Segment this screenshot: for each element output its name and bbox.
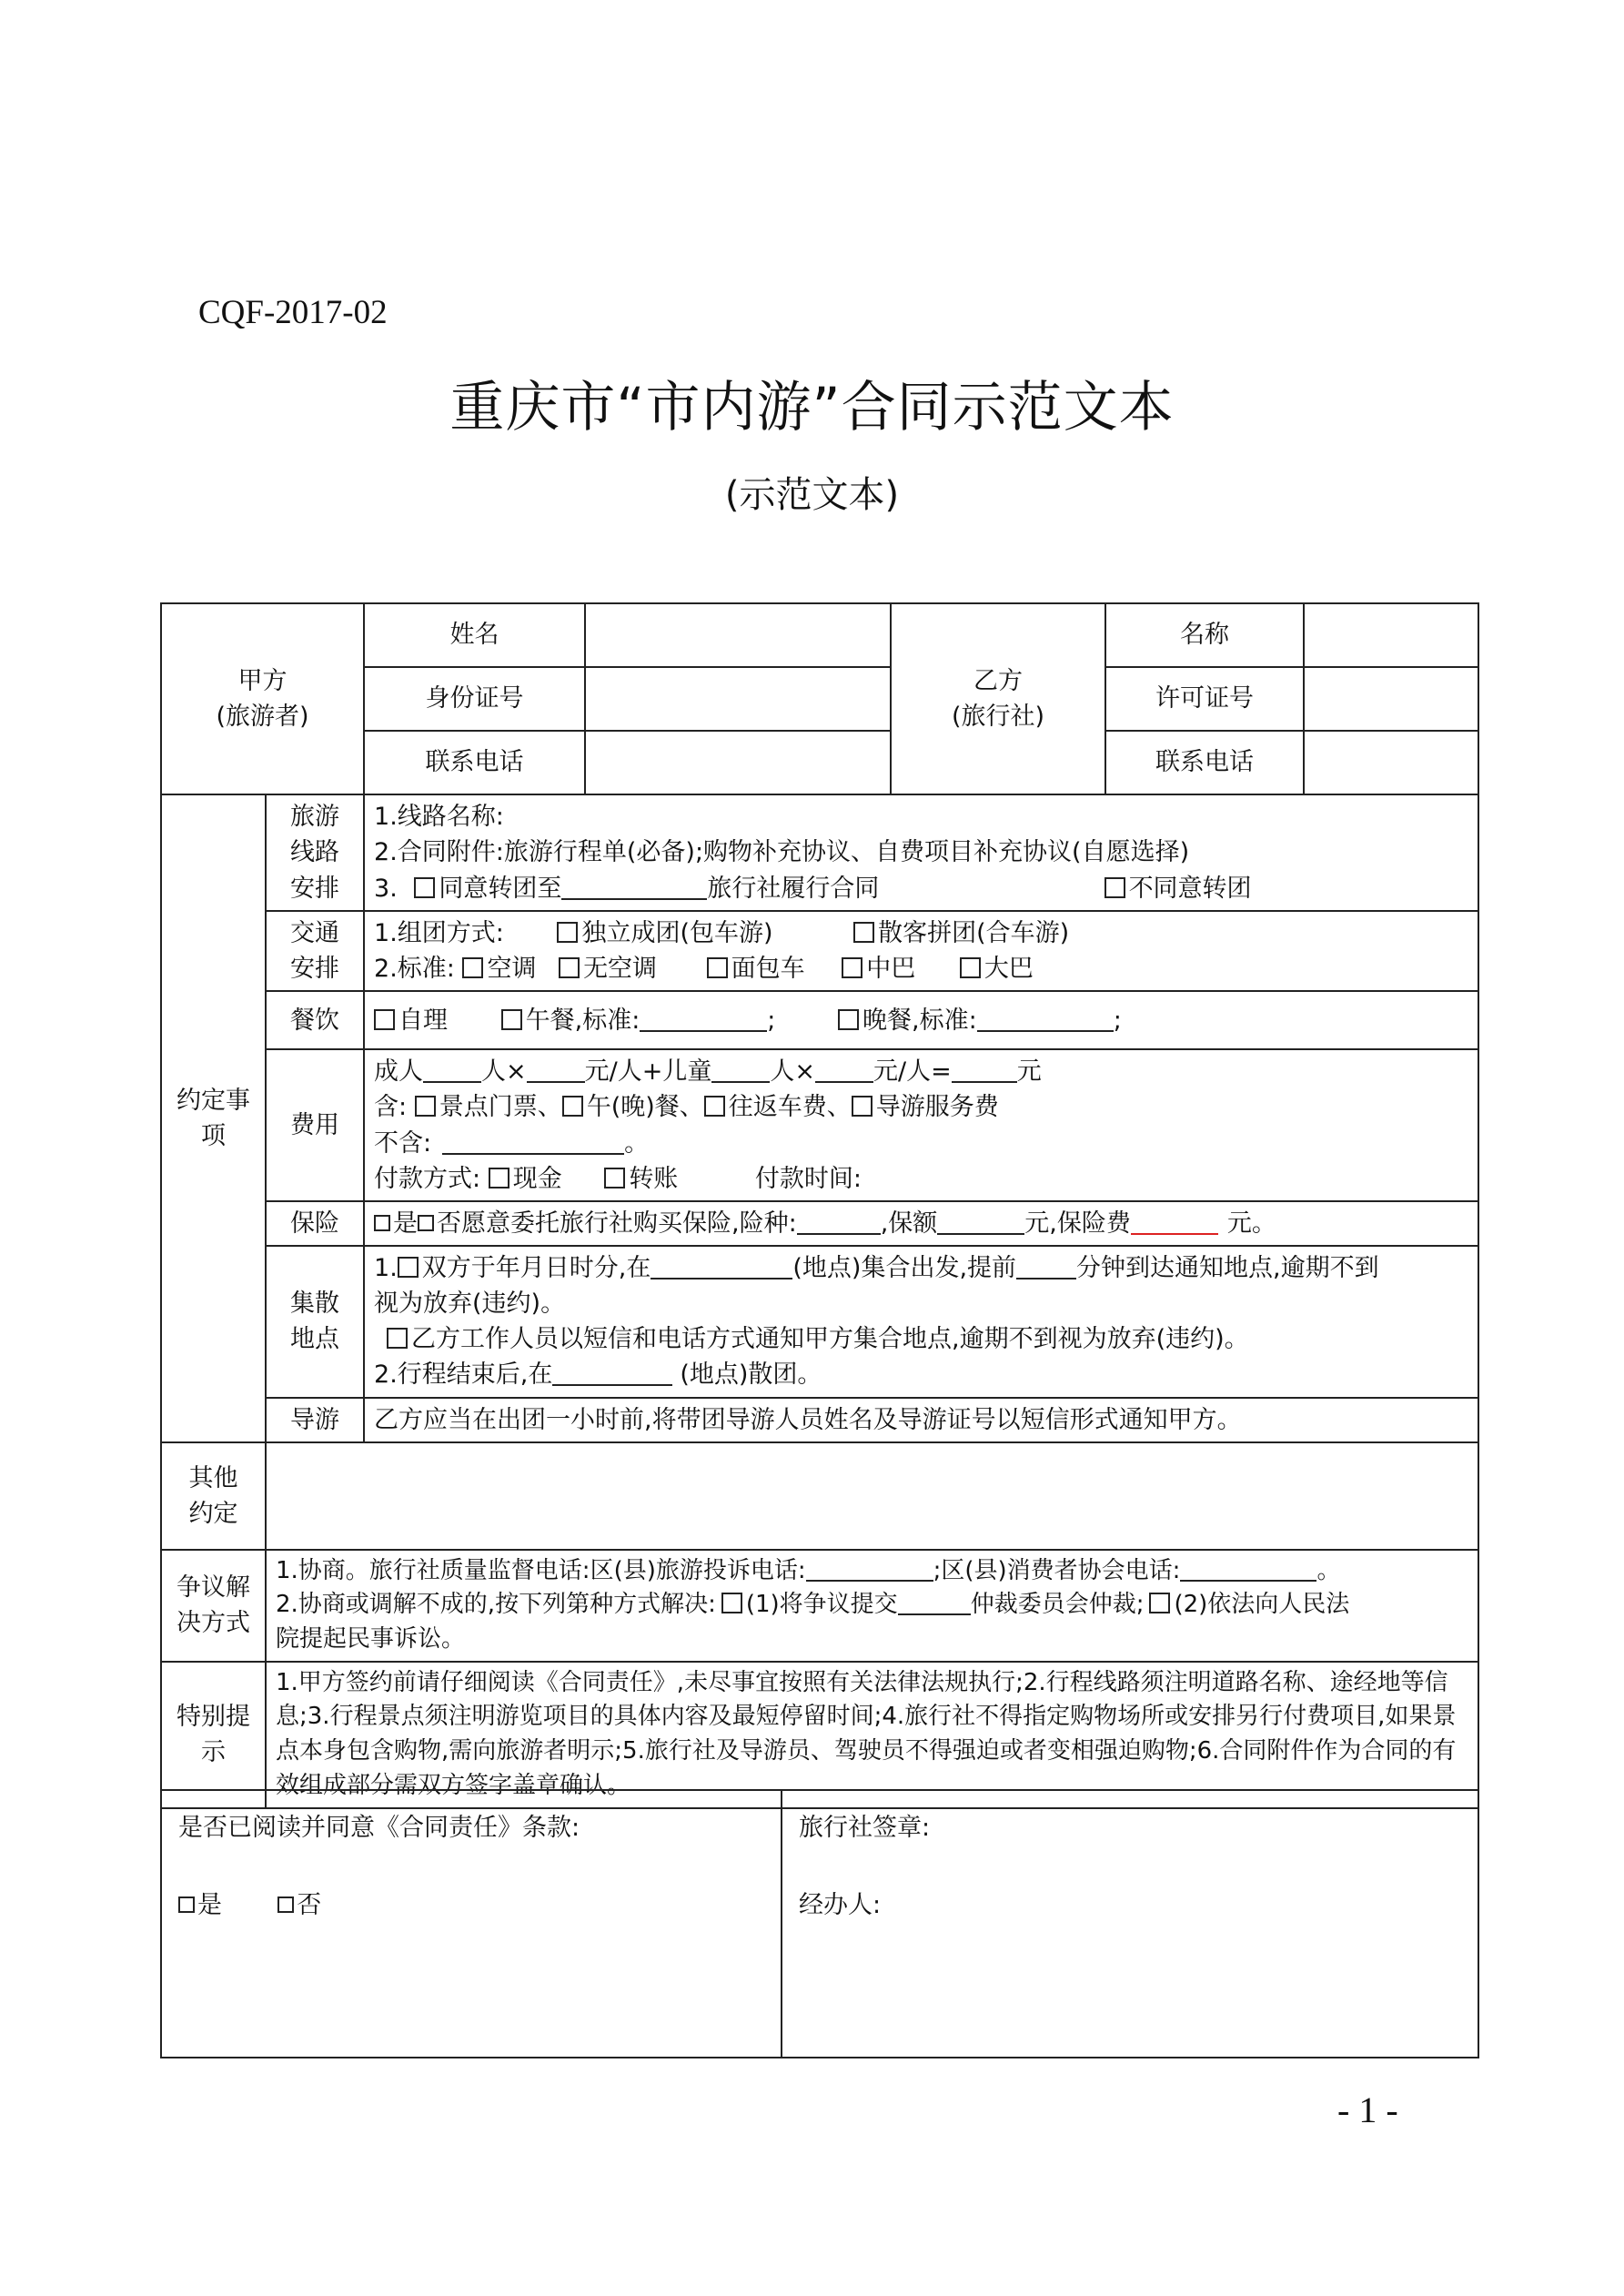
insurance-yes-checkbox[interactable] [374, 1215, 390, 1231]
party-b-label: 乙方 (旅行社) [891, 603, 1105, 794]
consent-options: 是 否 [178, 1885, 764, 1920]
agency-seal-label: 旅行社签章: [799, 1814, 931, 1842]
dispute-content [266, 1550, 1478, 1662]
route-content [364, 794, 1478, 911]
party-a-phone-label: 联系电话 [364, 731, 585, 794]
contract-table [160, 602, 1479, 1809]
advance-minutes-blank[interactable] [1016, 1252, 1076, 1279]
insurance-premium-blank[interactable] [1131, 1208, 1218, 1235]
insurance-type-blank[interactable] [797, 1208, 881, 1235]
private-tour-checkbox[interactable] [557, 922, 578, 943]
party-a-name-label: 姓名 [364, 603, 585, 667]
notice-row [161, 1662, 1478, 1808]
meal-content: 自理 午餐,标准: ; 晚餐,标准: ; [364, 991, 1478, 1049]
dispute-line-3: 院提起民事诉讼。 [276, 1625, 466, 1654]
consent-cell [161, 1790, 782, 2058]
dinner-checkbox[interactable] [838, 1009, 859, 1030]
transfer-agency-blank[interactable] [561, 872, 707, 899]
dinner-standard-blank[interactable] [977, 1004, 1114, 1031]
self-meal-checkbox[interactable] [374, 1009, 395, 1030]
dispersal-place-blank[interactable] [552, 1359, 672, 1386]
adult-price-blank[interactable] [527, 1056, 585, 1083]
insurance-no-checkbox[interactable] [418, 1215, 434, 1231]
insurance-label: 保险 [266, 1201, 364, 1246]
consent-no-checkbox[interactable] [277, 1896, 294, 1913]
meal-fee-checkbox[interactable] [562, 1096, 583, 1117]
gather-content [364, 1246, 1478, 1398]
cash-checkbox[interactable] [489, 1168, 509, 1188]
transport-row [161, 911, 1478, 991]
route-row [161, 794, 1478, 911]
lawsuit-checkbox[interactable] [1149, 1593, 1170, 1613]
lunch-standard-blank[interactable] [640, 1004, 767, 1031]
group-tour-checkbox[interactable] [853, 922, 874, 943]
handler-label: 经办人: [799, 1891, 882, 1919]
fee-row [161, 1049, 1478, 1201]
dispute-row [161, 1550, 1478, 1662]
child-price-blank[interactable] [815, 1056, 873, 1083]
gather-label: 集散 地点 [266, 1246, 364, 1398]
guide-fee-checkbox[interactable] [852, 1096, 873, 1117]
other-row [161, 1442, 1478, 1550]
transfer-disagree-checkbox[interactable] [1105, 877, 1125, 898]
van-checkbox[interactable] [707, 957, 728, 978]
other-content-field[interactable] [266, 1442, 1478, 1550]
party-a-id-label: 身份证号 [364, 667, 585, 731]
page-number: - 1 - [1337, 2089, 1398, 2130]
guide-label: 导游 [266, 1398, 364, 1442]
terms-label: 约定事 项 [161, 794, 266, 1442]
adult-count-blank[interactable] [423, 1056, 481, 1083]
signature-table [160, 1789, 1479, 2058]
route-name-line: 1.线路名称: [374, 803, 504, 832]
route-label: 旅游 线路 安排 [266, 794, 364, 911]
gather-line-4: 2.行程结束后,在 (地点)散团。 [374, 1357, 1468, 1392]
lunch-checkbox[interactable] [501, 1009, 522, 1030]
route-attachment-line: 2.合同附件:旅游行程单(必备);购物补充协议、自费项目补充协议(自愿选择) [374, 838, 1190, 867]
gather-place-blank[interactable] [651, 1252, 792, 1279]
gather-line-2: 视为放弃(违约)。 [374, 1290, 566, 1319]
party-a-id-field[interactable] [585, 667, 891, 731]
dispute-line-2: 2.协商或调解不成的,按下列第种方式解决: (1)将争议提交 仲裁委员会仲裁; (2)依法向人民法 [276, 1588, 1468, 1623]
minibus-checkbox[interactable] [842, 957, 862, 978]
consent-question: 是否已阅读并同意《合同责任》条款: [178, 1814, 580, 1842]
party-b-license-label: 许可证号 [1105, 667, 1304, 731]
arbitration-committee-blank[interactable] [898, 1589, 971, 1615]
transport-fee-checkbox[interactable] [704, 1096, 725, 1117]
payment-line: 付款方式: 现金 转账 付款时间: [374, 1164, 862, 1193]
transport-content [364, 911, 1478, 991]
complaint-phone-blank[interactable] [806, 1554, 933, 1581]
gather-row [161, 1246, 1478, 1398]
fee-label: 费用 [266, 1049, 364, 1201]
gather-option-1-checkbox[interactable] [398, 1257, 419, 1278]
consent-yes-checkbox[interactable] [178, 1896, 195, 1913]
consumer-phone-blank[interactable] [1180, 1554, 1316, 1581]
transfer-checkbox[interactable] [604, 1168, 625, 1188]
ac-checkbox[interactable] [462, 957, 483, 978]
gather-line-1: 1. 双方于年月日时分,在 (地点)集合出发,提前 分钟到达通知地点,逾期不到 [374, 1250, 1468, 1286]
party-a-phone-field[interactable] [585, 731, 891, 794]
exclude-blank[interactable] [442, 1127, 624, 1154]
no-ac-checkbox[interactable] [559, 957, 580, 978]
dispute-label: 争议解 决方式 [161, 1550, 266, 1662]
fee-content [364, 1049, 1478, 1201]
page-subtitle: (示范文本) [724, 474, 900, 516]
vehicle-standard-line: 2.标准: 空调 无空调 面包车 中巴 大巴 [374, 955, 1034, 984]
meal-row [161, 991, 1478, 1049]
party-row [161, 603, 1478, 667]
insurance-content: 是 否愿意委托旅行社购买保险,险种: ,保额 元,保险费 元。 [364, 1201, 1478, 1246]
notice-content: 1.甲方签约前请仔细阅读《合同责任》,未尽事宜按照有关法律法规执行;2.行程线路须注明道路名称、途经地等信息;3.行程景点须注明游览项目的具体内容及最短停留时间;4.旅行社不得指定购物场所或安排另行付费项目,如果景点本身包含购物,需向旅游者明示;5.旅行社及导游员、驾驶员不得强迫或者变相强迫购物;6.合同附件作为合同的有效组成部分需双方签字盖章确认。 [266, 1662, 1478, 1808]
fee-exclude-line: 不含: 。 [374, 1126, 1468, 1161]
document-code: CQF-2017-02 [198, 294, 388, 331]
party-b-phone-field[interactable] [1304, 731, 1478, 794]
party-b-name-label: 名称 [1105, 603, 1304, 667]
other-label: 其他 约定 [161, 1442, 266, 1550]
party-b-license-field[interactable] [1304, 667, 1478, 731]
fee-include-line: 含: 景点门票、 午(晚)餐、 往返车费、 导游服务费 [374, 1093, 999, 1122]
party-b-name-field[interactable] [1304, 603, 1478, 667]
route-transfer-line: 3. 同意转团至 旅行社履行合同 不同意转团 [374, 871, 1468, 906]
party-a-label: 甲方 (旅游者) [161, 603, 364, 794]
arbitration-checkbox[interactable] [721, 1593, 742, 1613]
insurance-row [161, 1201, 1478, 1246]
transport-label: 交通 安排 [266, 911, 364, 991]
total-blank[interactable] [952, 1056, 1017, 1083]
fee-formula-line: 成人 人× 元/人+儿童 人× 元/人= 元 [374, 1054, 1468, 1089]
child-count-blank[interactable] [711, 1056, 770, 1083]
page-title: 重庆市“市内游”合同示范文本 [449, 376, 1175, 440]
transfer-agree-checkbox[interactable] [414, 877, 435, 898]
guide-row [161, 1398, 1478, 1442]
gather-option-2-checkbox[interactable] [387, 1328, 408, 1349]
meal-label: 餐饮 [266, 991, 364, 1049]
tour-type-line: 1.组团方式: 独立成团(包车游) 散客拼团(合车游) [374, 919, 1070, 947]
dispute-line-1: 1.协商。旅行社质量监督电话:区(县)旅游投诉电话: ;区(县)消费者协会电话: 。 [276, 1554, 1468, 1589]
party-b-phone-label: 联系电话 [1105, 731, 1304, 794]
bus-checkbox[interactable] [960, 957, 981, 978]
agency-sign-cell[interactable] [782, 1790, 1478, 2058]
party-a-name-field[interactable] [585, 603, 891, 667]
ticket-checkbox[interactable] [415, 1096, 436, 1117]
guide-content: 乙方应当在出团一小时前,将带团导游人员姓名及导游证号以短信形式通知甲方。 [364, 1398, 1478, 1442]
insurance-amount-blank[interactable] [937, 1208, 1024, 1235]
notice-label: 特别提 示 [161, 1662, 266, 1808]
gather-line-3: 乙方工作人员以短信和电话方式通知甲方集合地点,逾期不到视为放弃(违约)。 [374, 1321, 1468, 1357]
